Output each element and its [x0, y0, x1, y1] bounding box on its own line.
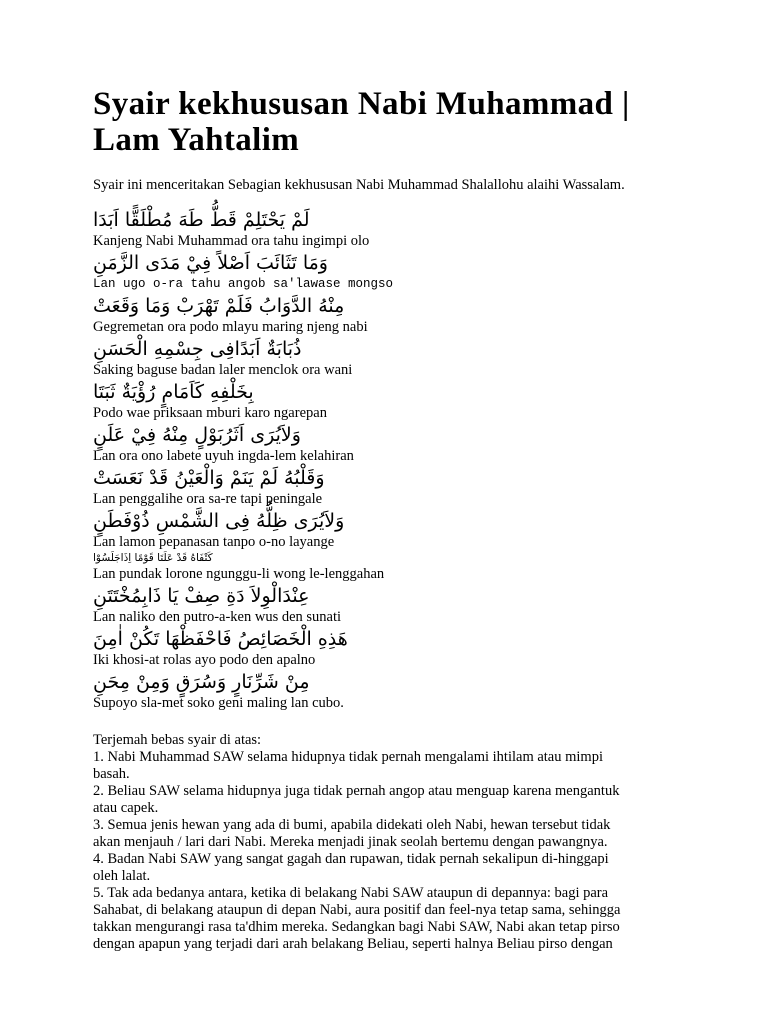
explanation-line: 4. Badan Nabi SAW yang sangat gagah dan rupawan, tidak pernah sekalipun di-hinggapi [93, 851, 609, 867]
verse-arabic: مِنْ شَرِّنَارٍ وَسُرَقٍ وَمِنْ مِحَنِ [93, 671, 310, 693]
verse-translation: Podo wae priksaan mburi karo ngarepan [93, 405, 327, 421]
verse-item [93, 207, 688, 250]
verse-item [93, 669, 688, 712]
verse-translation: Lan ugo o-ra tahu angob sa'lawase mongso [93, 277, 394, 291]
verse-arabic: لَمْ يَحْتَلِمْ قَطُّ طَهَ مُطْلَقًّا اَبَدَا [93, 209, 310, 231]
verse-item [93, 250, 688, 293]
verse-translation: Gegremetan ora podo mlayu maring njeng nabi [93, 319, 368, 335]
document-page [93, 86, 688, 953]
explanation-line: oleh lalat. [93, 868, 151, 884]
explanation-line: 5. Tak ada bedanya antara, ketika di belakang Nabi SAW ataupun di depannya: bagi para [93, 885, 609, 901]
verse-arabic: ذُبَابَةٌ اَبَدًافِى جِسْمِهِ الْحَسَنِ [93, 338, 302, 360]
verse-arabic: كَتْفَاهُ قَدْ عَلَتَا قَوْمًا اِذَاجَلَسُوْا [93, 552, 213, 564]
explanation-line: 3. Semua jenis hewan yang ada di bumi, apabila didekati oleh Nabi, hewan tersebut tidak [93, 817, 611, 833]
verse-item [93, 465, 688, 508]
verse-translation: Lan lamon pepanasan tanpo o-no layange [93, 534, 335, 550]
verse-item [93, 293, 688, 336]
verse-arabic: مِنْهُ الدَّوَابُ فَلَمْ تَهْرَبْ وَمَا وَقَعَتْ [93, 295, 345, 317]
verse-translation: Kanjeng Nabi Muhammad ora tahu ingimpi olo [93, 233, 370, 249]
verse-translation: Lan ora ono labete uyuh ingda-lem kelahiran [93, 448, 354, 464]
verse-item [93, 551, 688, 583]
verse-arabic: وَمَا تَثَائَبَ اَصْلاً فِيْ مَدَى الزَّمَنِ [93, 252, 328, 274]
verse-list [93, 207, 688, 712]
verse-translation: Saking baguse badan laler menclok ora wani [93, 362, 353, 378]
explanation-line: takkan mengurangi rasa ta'dhim mereka. Sedangkan bagi Nabi SAW, Nabi akan tetap pirso [93, 919, 620, 935]
explanation-line: 2. Beliau SAW selama hidupnya juga tidak pernah angop atau menguap karena mengantuk [93, 783, 620, 799]
verse-translation: Supoyo sla-met soko geni maling lan cubo. [93, 695, 344, 711]
explanation-line: 1. Nabi Muhammad SAW selama hidupnya tidak pernah mengalami ihtilam atau mimpi [93, 749, 603, 765]
explanation-line: basah. [93, 766, 130, 782]
verse-item [93, 422, 688, 465]
verse-arabic: بِخَلْفِهِ كَاَمَامٍ رُؤْيَةٌ ثَبَتَا [93, 381, 254, 403]
explanation-line: atau capek. [93, 800, 159, 816]
intro-paragraph: Syair ini menceritakan Sebagian kekhususan Nabi Muhammad Shalallohu alaihi Wassalam. [93, 177, 625, 193]
verse-item [93, 626, 688, 669]
verse-translation: Lan naliko den putro-a-ken wus den sunati [93, 609, 342, 625]
verse-translation: Iki khosi-at rolas ayo podo den apalno [93, 652, 316, 668]
verse-arabic: عِنْدَالْوِلاَ دَةِ صِفْ يَا ذَابِمُخْتَتَنِ [93, 585, 310, 607]
verse-item [93, 379, 688, 422]
verse-arabic: وَلاَيُرَى اَثَرُبَوْلٍ مِنْهُ فِيْ عَلَنٍ [93, 424, 301, 446]
explanation-line: dengan apapun yang terjadi dari arah belakang Beliau, seperti halnya Beliau pirso dengan [93, 936, 613, 952]
verse-item [93, 336, 688, 379]
verse-arabic: وَقَلْبُهُ لَمْ يَنَمْ وَالْعَيْنُ قَدْ نَعَسَتْ [93, 467, 325, 489]
page-title: Syair kekhususan Nabi Muhammad | Lam Yahtalim [93, 86, 630, 158]
explanation-heading: Terjemah bebas syair di atas: [93, 732, 262, 748]
explanation-line: Sahabat, di belakang ataupun di depan Nabi, aura positif dan feel-nya tetap sama, sehingga [93, 902, 621, 918]
verse-item [93, 508, 688, 551]
verse-translation: Lan pundak lorone ngunggu-li wong le-lenggahan [93, 566, 385, 582]
verse-arabic: وَلاَيُرَى ظِلُّهُ فِى الشَّمْسِ ذُوْفَطَنٍ [93, 510, 345, 532]
verse-translation: Lan penggalihe ora sa-re tapi peningale [93, 491, 323, 507]
verse-item [93, 583, 688, 626]
explanation-list [93, 749, 688, 953]
verse-arabic: هَذِهِ الْخَصَائِصُ فَاحْفَظْهَا تَكُنْ اٰمِنَ [93, 628, 348, 650]
explanation-line: akan menjauh / lari dari Nabi. Mereka menjadi jinak seolah bertemu dengan pawangnya. [93, 834, 608, 850]
